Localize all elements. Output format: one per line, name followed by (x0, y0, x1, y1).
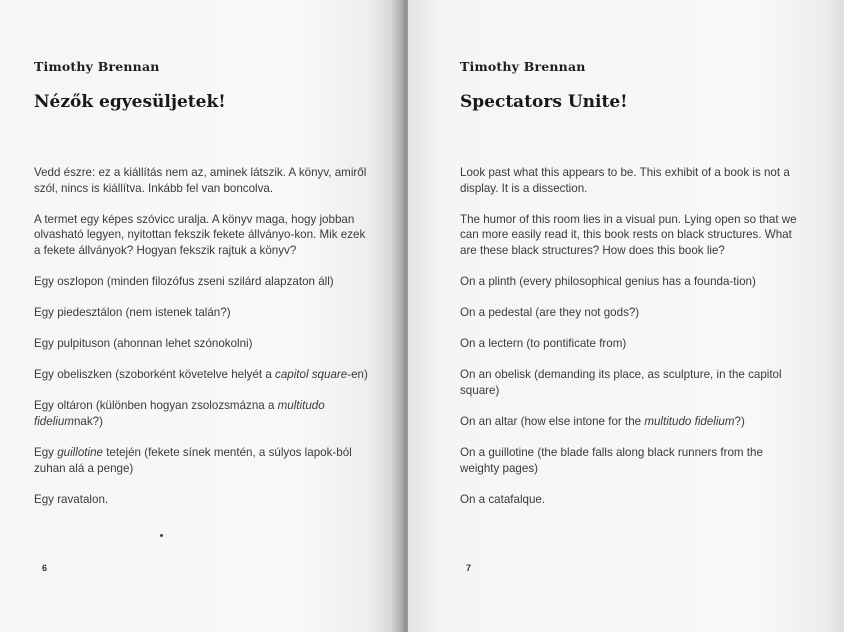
left-paragraph: Vedd észre: ez a kiállítás nem az, aminek látszik. A könyv, amiről szól, nincs is kiállítva. Inkább fel van boncolva. (34, 166, 367, 195)
left-paragraph (34, 367, 374, 383)
left-paragraph (34, 445, 374, 476)
left-paragraph: Egy piedesztálon (nem istenek talán?) (34, 306, 231, 320)
right-paragraph: The humor of this room lies in a visual pun. Lying open so that we can more easily read it, this book rests on black structures. What are these black structures? How does this book lie? (460, 212, 797, 257)
right-paragraph: On a catafalque. (460, 492, 546, 506)
text-run: Egy oltáron (különben hogyan zsolozsmázna a (34, 399, 278, 413)
text-run: ?) (734, 414, 745, 428)
left-paragraph: Egy pulpituson (ahonnan lehet szónokolni) (34, 337, 253, 351)
left-page-author: Timothy Brennan (34, 59, 160, 74)
right-page-body (460, 165, 805, 523)
right-page-author: Timothy Brennan (460, 59, 586, 74)
left-page-title: Nézők egyesüljetek! (34, 92, 226, 112)
right-paragraph: On an obelisk (demanding its place, as sculpture, in the capitol square) (460, 368, 782, 397)
right-paragraph (460, 414, 805, 430)
italic-term: capitol square (275, 368, 348, 382)
italic-term: multitudo fidelium (34, 399, 325, 428)
page-number: 6 (42, 563, 48, 573)
right-page-title: Spectators Unite! (460, 92, 628, 112)
left-paragraph: Egy ravatalon. (34, 492, 109, 506)
ink-dot (160, 534, 163, 537)
italic-term: multitudo fidelium (644, 414, 735, 428)
right-paragraph: Look past what this appears to be. This exhibit of a book is not a display. It is a dissection. (460, 166, 790, 195)
text-run: Egy (34, 446, 58, 460)
left-page-body (34, 165, 374, 523)
right-paragraph: On a lectern (to pontificate from) (460, 337, 627, 351)
right-paragraph: On a plinth (every philosophical genius has a founda-tion) (460, 274, 756, 288)
left-paragraph (34, 398, 374, 429)
text-run: On an altar (how else intone for the (460, 414, 645, 428)
italic-term: guillotine (57, 446, 103, 460)
right-paragraph: On a guillotine (the blade falls along black runners from the weighty pages) (460, 446, 763, 475)
text-run: Egy obeliszken (szoborként követelve helyét a (34, 368, 276, 382)
text-run: tetején (fekete sínek mentén, a súlyos lapok-ból zuhan alá a penge) (34, 446, 352, 475)
right-page (408, 0, 844, 632)
left-paragraph: A termet egy képes szóvicc uralja. A könyv maga, hogy jobban olvasható legyen, nyitottan fekszik fekete állványo-kon. Mik ezek a fekete állványok? Hogyan fekszik rajtuk a könyv? (34, 212, 366, 257)
page-number: 7 (466, 563, 472, 573)
text-run: -en) (347, 368, 368, 382)
text-run: nak?) (73, 414, 103, 428)
right-paragraph: On a pedestal (are they not gods?) (460, 306, 640, 320)
left-paragraph: Egy oszlopon (minden filozófus zseni szilárd alapzaton áll) (34, 274, 334, 288)
left-page (0, 0, 400, 632)
